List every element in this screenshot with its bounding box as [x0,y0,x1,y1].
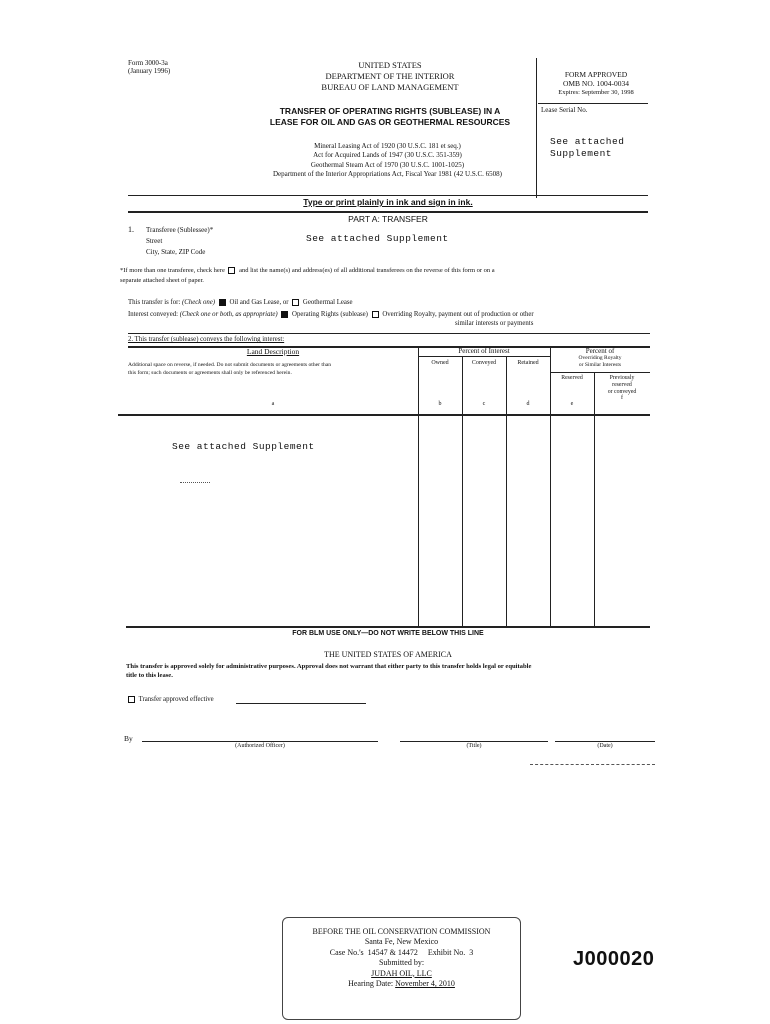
approved-effective-row [126,696,214,703]
act-mineral-leasing: Mineral Leasing Act of 1920 (30 U.S.C. 181 et seq.) [314,142,461,150]
stamp-hearing-value: November 4, 2010 [395,978,455,988]
act-appropriations: Department of the Interior Appropriations Act, Fiscal Year 1981 (42 U.S.C. 6508) [272,170,503,179]
title-line[interactable] [400,741,548,742]
transfer-for-hint: (Check one) [182,299,216,307]
approval-title: FORM APPROVED [564,70,628,79]
approval-block [540,70,652,97]
stamp-hearing-date [283,979,520,989]
conveyed-header: Conveyed [471,360,497,366]
acts-block [235,142,540,180]
interest-conveyed-label: Interest conveyed: [128,311,179,319]
form-edition: (January 1996) [128,67,171,76]
stamp-location: Santa Fe, New Mexico [364,937,439,947]
percent-of-rule [550,372,650,373]
lease-serial-value-line1: See attached [550,136,625,147]
col-letter-c: c [482,401,486,407]
overriding-royalty-checkbox[interactable] [372,311,379,318]
bottom-dashed-rule [530,764,655,765]
col-divider-land [418,346,419,626]
overriding-line2: or Similar Interests [578,361,622,368]
approval-rule [538,103,648,104]
land-description-value: See attached Supplement [172,441,315,452]
footnote-block [120,266,650,286]
previously-line2: reserved [612,381,632,388]
land-description-note [128,362,418,378]
approval-omb: OMB NO. 1004-0034 [562,79,630,89]
col-divider-conveyed [506,356,507,626]
land-note-line1: Additional space on reverse, if needed. Do not submit documents or agreements other than [128,362,332,368]
footnote-text-b: and list the name(s) and address(es) of all additional transferees on the reverse of this form or on a [239,267,495,274]
percent-interest-header: Percent of Interest [458,347,510,355]
table-bottom-rule [126,626,650,628]
footnote-line1 [120,266,650,276]
lease-serial-value-line2: Supplement [550,147,613,159]
oil-gas-lease-label: Oil and Gas Lease, or [229,299,289,307]
date-line[interactable] [555,741,655,742]
lease-serial-label: Lease Serial No. [541,106,588,114]
stamp-case-numbers: Case No.'s 14547 & 14472 Exhibit No. 3 [329,947,474,957]
col-letter-b: b [438,401,442,407]
retained-header: Retained [517,360,539,366]
approved-effective-line [236,703,366,704]
col-letter-a: a [271,401,275,407]
table-body-rule [118,414,650,416]
agency-block [290,60,490,93]
overriding-royalty-label-1: Overriding Royalty, payment out of production or other [382,311,534,319]
col-divider-retained [550,346,551,626]
bates-number: J000020 [573,948,655,970]
additional-transferees-checkbox[interactable] [228,267,235,274]
percent-interest-rule [418,356,550,357]
interest-conveyed-hint: (Check one or both, as appropriate) [179,311,278,319]
oil-gas-lease-checkbox[interactable] [219,299,226,306]
lease-serial-value [550,136,624,160]
title-label: (Title) [466,743,482,749]
form-title [240,106,540,129]
agency-department: DEPARTMENT OF THE INTERIOR [325,71,455,82]
previously-header [594,375,650,396]
stamp-commission: BEFORE THE OIL CONSERVATION COMMISSION [312,927,491,936]
agency-country: UNITED STATES [358,60,422,70]
transferee-value: See attached Supplement [306,233,449,244]
usa-heading: THE UNITED STATES OF AMERICA [324,650,452,659]
approval-expires: Expires: September 30, 1998 [558,88,634,96]
approved-effective-checkbox[interactable] [128,696,135,703]
approval-text-line1: This transfer is approved solely for administrative purposes. Approval does not warrant that either party to this transfer holds legal or equitable [126,663,532,670]
geothermal-lease-checkbox[interactable] [292,299,299,306]
instruction-rule [128,211,648,213]
transfer-for-row [128,299,353,306]
by-label: By [124,734,133,743]
part-a-heading: PART A: TRANSFER [348,214,428,224]
interest-conveyed-row [128,311,658,318]
transferee-label: Transferee (Sublessee)* [146,226,214,234]
percent-of-header [550,347,650,369]
street-label: Street [146,236,163,245]
footnote-line2: separate attached sheet of paper. [120,276,204,284]
header-rule [128,195,648,196]
authorized-officer-label: (Authorized Officer) [235,743,285,749]
percent-of-line: Percent of [585,347,615,355]
approval-text-line2: title to this lease. [126,672,173,680]
land-description-header: Land Description [246,347,300,356]
geothermal-lease-label: Geothermal Lease [302,299,353,307]
col-divider-reserved [594,372,595,626]
approved-effective-label: Transfer approved effective [138,696,214,704]
form-number: Form 3000-3a [128,59,168,67]
act-acquired-lands: Act for Acquired Lands of 1947 (30 U.S.C. 351-359) [313,151,462,160]
previously-line1: Previously [609,375,635,381]
operating-rights-label: Operating Rights (sublease) [292,311,368,319]
land-note-line2: this form; such documents or agreements shall only be referenced herein. [128,369,292,376]
stamp-hearing-label: Hearing Date: [348,978,394,988]
table-intro: 2. This transfer (sublease) conveys the following interest: [128,336,285,343]
blm-only-line: FOR BLM USE ONLY—DO NOT WRITE BELOW THIS LINE [292,630,484,637]
stamp-company: JUDAH OIL, LLC [371,968,432,978]
overriding-line1: Overriding Royalty [578,355,622,362]
footnote-text-a: *If more than one transferee, check here [120,267,225,274]
exhibit-stamp [282,917,521,1020]
previously-line3: or conveyed [607,388,637,395]
operating-rights-checkbox[interactable] [281,311,288,318]
col-letter-e: e [570,401,574,407]
stamp-submitted-by: Submitted by: [378,958,425,968]
item-1-number: 1. [128,225,134,234]
table-top-rule [128,333,650,334]
owned-header: Owned [431,360,449,366]
city-label: City, State, ZIP Code [146,247,206,256]
form-title-line1: TRANSFER OF OPERATING RIGHTS (SUBLEASE) IN A [279,106,501,116]
form-number-block [128,59,170,76]
transfer-for-label: This transfer is for: [128,299,181,307]
instruction-text: Type or print plainly in ink and sign in ink. [303,197,473,207]
exhibit-stamp-text [283,927,520,989]
signature-line[interactable] [142,741,378,742]
agency-bureau: BUREAU OF LAND MANAGEMENT [321,82,459,93]
col-letter-d: d [526,401,530,407]
col-letter-f: f [621,395,623,401]
reserved-header: Reserved [561,375,583,381]
overriding-royalty-label-2: similar interests or payments [455,320,534,327]
approval-text [126,662,666,680]
act-geothermal: Geothermal Steam Act of 1970 (30 U.S.C. 1001-1025) [310,160,465,169]
form-title-line2: LEASE FOR OIL AND GAS OR GEOTHERMAL RESOURCES [269,117,511,128]
col-divider-owned [462,356,463,626]
land-description-scribble [180,482,210,483]
transferee-labels [146,225,213,258]
date-label: (Date) [597,743,613,749]
